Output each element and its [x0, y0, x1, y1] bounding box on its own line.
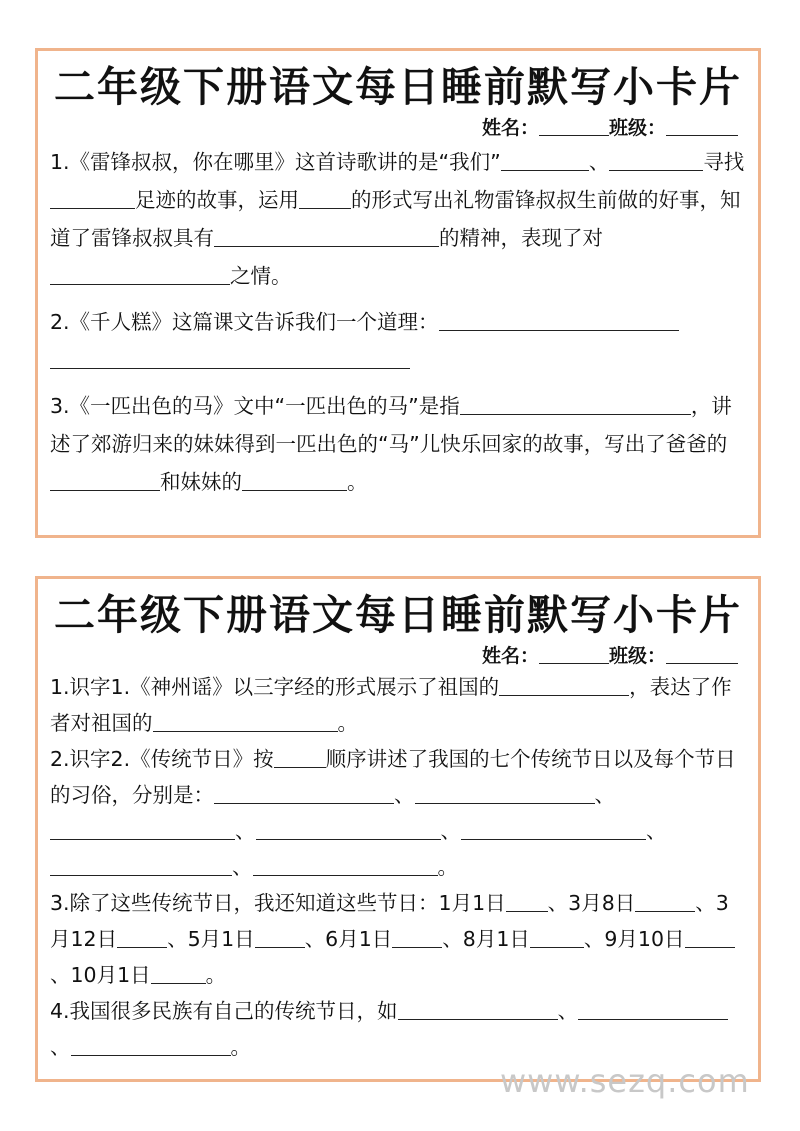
answer-blank[interactable] — [214, 226, 439, 248]
class-label: 班级： — [608, 645, 666, 667]
name-blank[interactable] — [539, 644, 609, 664]
answer-blank[interactable] — [678, 999, 728, 1021]
answer-blank[interactable] — [50, 819, 235, 841]
question-text: 。 — [205, 963, 227, 987]
answer-blank[interactable] — [255, 927, 305, 949]
question-text: 、8月1日 — [442, 927, 530, 951]
question-text: 、5月1日 — [167, 927, 255, 951]
answer-blank[interactable] — [256, 819, 441, 841]
question-text: 3.除了这些传统节日，我还知道这些节日：1月1日 — [50, 891, 506, 915]
separator: 、 — [594, 783, 615, 807]
separator: 、 — [232, 855, 253, 879]
name-class-bar — [38, 115, 758, 141]
name-label: 姓名： — [481, 645, 539, 667]
separator: 、 — [50, 1035, 71, 1059]
answer-blank[interactable] — [655, 394, 691, 416]
watermark: www.sezq.com — [500, 1062, 750, 1100]
separator: 、 — [440, 819, 461, 843]
question-text: ，表达了作者对祖国的 — [50, 675, 732, 735]
answer-blank[interactable] — [659, 891, 695, 913]
question-text: 1.识字1.《神州谣》以三字经的形式展示了祖国的 — [50, 675, 500, 699]
name-class-bar — [38, 643, 758, 669]
card-body — [38, 669, 758, 1065]
question-2 — [50, 741, 748, 885]
answer-blank[interactable] — [274, 747, 326, 769]
answer-blank[interactable] — [641, 150, 703, 172]
answer-blank[interactable] — [398, 999, 558, 1021]
answer-blank[interactable] — [71, 1035, 231, 1057]
class-label: 班级： — [608, 117, 666, 139]
answer-blank[interactable] — [578, 999, 678, 1021]
question-text: 4.我国很多民族有自己的传统节日，如 — [50, 999, 398, 1023]
answer-blank[interactable] — [132, 855, 232, 877]
answer-blank[interactable] — [50, 470, 160, 492]
question-text: 、9月10日 — [583, 927, 685, 951]
worksheet-card-1 — [35, 48, 761, 538]
answer-blank[interactable] — [564, 927, 584, 949]
card-title: 二年级下册语文每日睡前默写小卡片 — [54, 63, 742, 111]
question-text: 足迹的故事，运用 — [135, 188, 299, 212]
question-text: 的精神，表现了对 — [439, 226, 603, 250]
answer-blank[interactable] — [50, 855, 132, 877]
answer-blank[interactable] — [685, 927, 735, 949]
answer-blank[interactable] — [242, 470, 347, 492]
question-text: 。 — [230, 1035, 251, 1059]
answer-blank[interactable] — [460, 394, 655, 416]
question-4 — [50, 993, 748, 1065]
worksheet-card-2 — [35, 576, 761, 1082]
question-text: 2.《千人糕》这篇课文告诉我们一个道理： — [50, 310, 439, 334]
name-blank[interactable] — [539, 116, 609, 136]
question-text: ，讲述了郊游归来的妹妹得到一匹出色的“马”儿快乐回家的故事，写出了爸爸的 — [50, 394, 732, 456]
answer-blank[interactable] — [50, 188, 135, 210]
answer-blank[interactable] — [392, 927, 442, 949]
question-text: 之情。 — [230, 264, 292, 288]
separator: 、 — [557, 999, 579, 1023]
question-text: 和妹妹的 — [160, 470, 242, 494]
answer-blank[interactable] — [117, 927, 167, 949]
question-1 — [50, 669, 748, 741]
card-title: 二年级下册语文每日睡前默写小卡片 — [54, 591, 742, 639]
class-blank[interactable] — [666, 644, 738, 664]
answer-blank[interactable] — [299, 188, 351, 210]
answer-blank[interactable] — [214, 783, 394, 805]
question-text: 2.识字2.《传统节日》按 — [50, 747, 274, 771]
question-1 — [50, 143, 748, 295]
separator: 、 — [235, 819, 256, 843]
question-text: 、3月8日 — [547, 891, 636, 915]
question-text: 寻找 — [703, 150, 745, 174]
answer-blank[interactable] — [153, 711, 338, 733]
question-2 — [50, 303, 748, 379]
answer-blank[interactable] — [151, 963, 206, 985]
separator: 、 — [394, 783, 415, 807]
answer-blank[interactable] — [530, 927, 564, 949]
answer-blank[interactable] — [635, 891, 659, 913]
answer-blank[interactable] — [439, 310, 679, 332]
answer-blank[interactable] — [609, 150, 641, 172]
answer-blank[interactable] — [501, 150, 589, 172]
question-text: 。 — [347, 470, 368, 494]
card-body — [38, 143, 758, 501]
question-3 — [50, 387, 748, 501]
separator: 、 — [646, 819, 667, 843]
question-text: 1.《雷锋叔叔，你在哪里》这首诗歌讲的是“我们” — [50, 150, 501, 174]
answer-blank[interactable] — [499, 675, 629, 697]
answer-blank[interactable] — [506, 891, 548, 913]
class-blank[interactable] — [666, 116, 738, 136]
answer-blank[interactable] — [461, 819, 646, 841]
question-text: 、 — [588, 150, 610, 174]
question-text: 顺序讲述了我国的七个传统节日以及每个节日的习俗，分别是： — [50, 747, 736, 807]
answer-blank[interactable] — [50, 264, 230, 286]
question-3 — [50, 885, 748, 993]
question-text: 。 — [337, 711, 358, 735]
answer-blank[interactable] — [415, 783, 595, 805]
question-text: 的形式写出礼物雷锋叔叔生前做的好事，知道了雷锋叔叔具有 — [50, 188, 741, 250]
answer-blank[interactable] — [253, 855, 438, 877]
answer-blank[interactable] — [50, 348, 410, 370]
question-text: 。 — [437, 855, 458, 879]
name-label: 姓名： — [481, 117, 539, 139]
question-text: 、10月1日 — [50, 963, 151, 987]
question-text: 、6月1日 — [304, 927, 393, 951]
question-text: 3.《一匹出色的马》文中“一匹出色的马”是指 — [50, 394, 460, 418]
question-text: 、3月12日 — [50, 891, 729, 951]
